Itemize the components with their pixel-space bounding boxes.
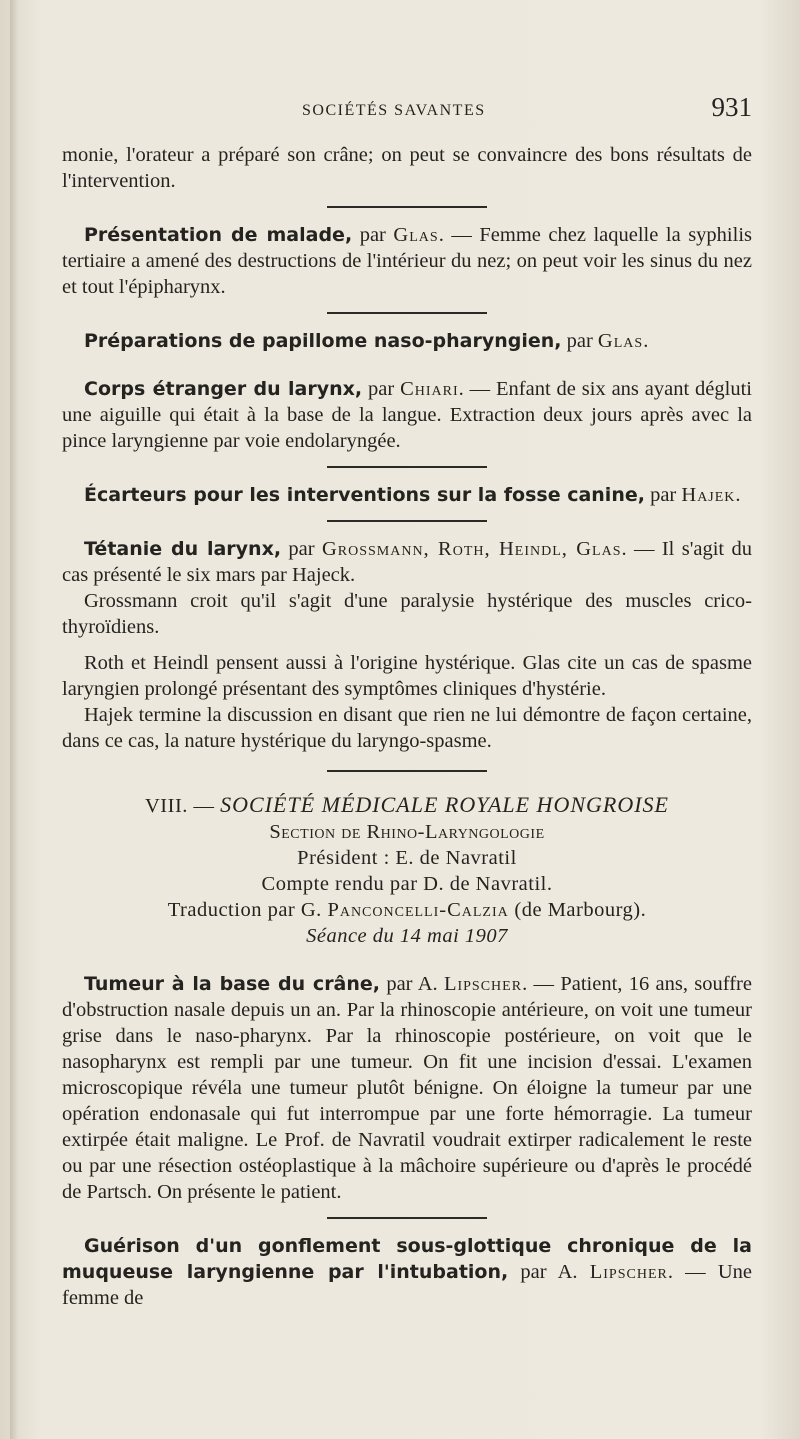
entry-author: Hajek (681, 484, 736, 506)
society-section: Section de Rhino-Laryngologie (269, 821, 545, 843)
entry-author: Glas (597, 330, 644, 352)
entry-tetanie-larynx (62, 536, 752, 588)
society-number: VIII. — (144, 795, 221, 817)
entry-text: . — Patient, 16 ans, souffre d'obstruction nasale depuis un an. Par la rhinoscopie antérieure, on voit une tumeur grise dans le naso-pharynx. Par la rhinoscopie postérieure, on voit que le nasopharynx est rempli par une tumeur. On fit une incision d'essai. L'examen microscopique révéla une tumeur plutôt bénigne. On éloigne la tumeur par une opération endonasale qui fut interrompue par une forte hémorragie. La tumeur extirpée était maligne. Le Prof. de Navratil voudrait extirper radicalement le reste ou par une résection ostéoplastique à la mâchoire supérieure ou d'après le procédé de Partsch. On présente le patient. (62, 973, 752, 1203)
entry-presentation-malade (62, 222, 752, 300)
separator-rule (327, 520, 487, 522)
entry-by: par (352, 224, 394, 246)
entry-title: Corps étranger du larynx, (84, 378, 363, 400)
entry-title: Tumeur à la base du crâne, (84, 973, 381, 995)
entry-title: Préparations de papillome naso-pharyngien, (84, 330, 562, 352)
society-heading (62, 792, 752, 819)
entry-authors: Grossmann, Roth, Heindl, Glas (321, 538, 622, 560)
entry-author: Lipscher (443, 973, 523, 995)
entry-by: par A. (380, 973, 444, 995)
page-number: 931 (711, 92, 752, 122)
discussion-paragraph: Hajek termine la discussion en disant que rien ne lui démontre de façon certaine, dans ce cas, la nature hystérique du laryngo-spasme. (62, 704, 752, 752)
entry-corps-etranger (62, 376, 752, 454)
translation-suffix: (de Marbourg). (508, 899, 647, 921)
society-report: Compte rendu par D. de Navratil. (261, 873, 553, 895)
entry-author: Lipscher (589, 1261, 668, 1283)
entry-preparations-papillome (62, 328, 752, 354)
society-translation (62, 897, 752, 923)
page-header (62, 90, 752, 130)
discussion-paragraph: Grossmann croit qu'il s'agit d'une paralysie hystérique des muscles crico-thyroïdiens. (62, 590, 752, 638)
running-title: SOCIÉTÉS SAVANTES (302, 102, 486, 119)
separator-rule (327, 312, 487, 314)
intro-paragraph: monie, l'orateur a préparé son crâne; on peut se convaincre des bons résultats de l'intervention. (62, 144, 752, 192)
society-name: SOCIÉTÉ MÉDICALE ROYALE HONGROISE (220, 792, 669, 817)
translation-prefix: Traduction par G. (167, 899, 328, 921)
entry-end: . (735, 484, 741, 506)
separator-rule (327, 1217, 487, 1219)
entry-by: par (281, 538, 322, 560)
entry-text: . — Enfant de six ans ayant dégluti une aiguille qui était à la base de la langue. Extraction deux jours après avec la pince laryngienne par voie endolaryngée. (62, 378, 752, 452)
discussion-paragraph: Roth et Heindl pensent aussi à l'origine hystérique. Glas cite un cas de spasme laryngien prolongé présentant des symptômes cliniques d'hystérie. (62, 652, 752, 700)
entry-author: Glas (393, 224, 439, 246)
entry-title: Présentation de malade, (84, 224, 353, 246)
separator-rule (327, 466, 487, 468)
entry-title: Tétanie du larynx, (84, 538, 282, 560)
separator-rule (327, 770, 487, 772)
entry-ecarteurs (62, 482, 752, 508)
entry-tumeur-base-crane (62, 971, 752, 1205)
entry-by: par (561, 330, 598, 352)
entry-by: par (362, 378, 401, 400)
page-content (62, 90, 752, 1311)
separator-rule (327, 206, 487, 208)
entry-author: Chiari (400, 378, 459, 400)
entry-by: par A. (508, 1261, 590, 1283)
entry-title: Guérison d'un gonflement sous-glottique chronique de la muqueuse laryngienne par l'intubation, (62, 1235, 752, 1283)
entry-by: par (644, 484, 682, 506)
entry-guerison-gonflement (62, 1233, 752, 1311)
entry-end: . (643, 330, 649, 352)
entry-title: Écarteurs pour les interventions sur la fosse canine, (84, 484, 645, 506)
society-president: Président : E. de Navratil (297, 847, 517, 869)
session-date: Séance du 14 mai 1907 (306, 925, 508, 947)
book-spine-shadow (10, 0, 18, 1439)
entry-text: . — Femme chez laquelle la syphilis tertiaire a amené des destructions de l'intérieur du nez; on peut voir les sinus du nez et tout l'épipharynx. (62, 224, 752, 298)
translator-name: Panconcelli-Calzia (327, 899, 509, 921)
entry-text: . — Une femme de (62, 1261, 753, 1309)
entry-text: . — Il s'agit du cas présenté le six mars par Hajeck. (62, 538, 752, 586)
